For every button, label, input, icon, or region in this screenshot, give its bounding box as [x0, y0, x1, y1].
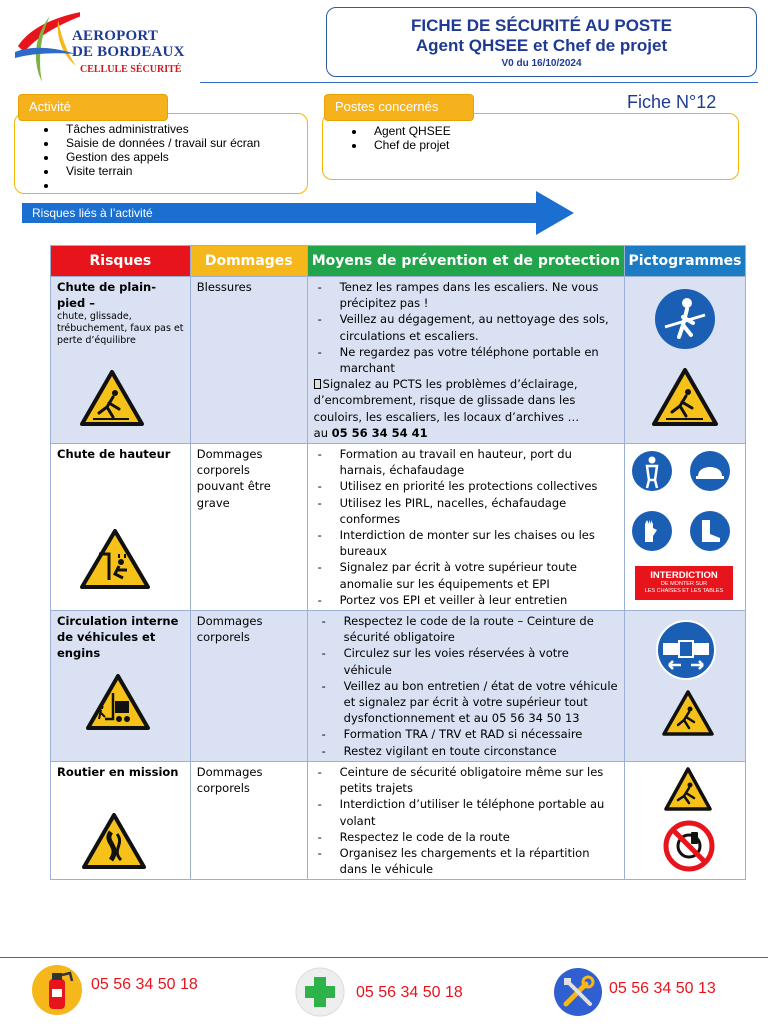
header-divider [200, 82, 758, 83]
handrail-mandatory-icon [653, 287, 717, 351]
footer-divider [0, 957, 768, 958]
forklift-warning-icon [85, 673, 151, 731]
moyens-cell [307, 761, 624, 879]
list-item: - Utilisez en priorité les protections collectives [314, 478, 618, 494]
pictogram-cell [625, 444, 746, 611]
risk-cell [51, 761, 191, 879]
helmet-mandatory-icon [689, 450, 731, 492]
version-label: V0 du 16/10/2024 [501, 58, 582, 69]
list-item: - Organisez les chargements et la répartition dans le véhicule [314, 845, 618, 877]
fiche-number: Fiche N°12 [627, 92, 717, 112]
list-item: • Visite terrain [58, 164, 260, 178]
note-text [314, 376, 618, 425]
gloves-mandatory-icon [631, 510, 673, 552]
interdiction-sub1: DE MONTER SUR [660, 581, 708, 588]
first-aid-phone: 05 56 34 50 18 [356, 984, 463, 1001]
moyens-cell [307, 611, 624, 762]
list-item: - Ceinture de sécurité obligatoire même sur les petits trajets [314, 764, 618, 796]
table-row [51, 444, 746, 611]
list-item: - Respectez le code de la route [314, 829, 618, 845]
moyens-list [314, 279, 618, 376]
list-item: - Utilisez les PIRL, nacelles, échafaudage conformes [314, 495, 618, 527]
moyens-cell [307, 277, 624, 444]
slip-warning-icon [79, 369, 145, 427]
risk-table [50, 245, 746, 880]
title-box [326, 7, 757, 77]
moyens-list [314, 764, 618, 877]
interdiction-sign [635, 566, 733, 600]
logo-line1: AEROPORT [72, 28, 159, 44]
fall-from-height-warning-icon [79, 528, 151, 590]
table-row [51, 761, 746, 879]
list-item: - Portez vos EPI et veiller à leur entretien [314, 592, 618, 608]
list-item: - Interdiction de monter sur les chaises ou les bureaux [314, 527, 618, 559]
slip-warning-icon [651, 367, 719, 427]
list-item: - Interdiction d’utiliser le téléphone portable au volant [314, 796, 618, 828]
risk-cell [51, 444, 191, 611]
risk-title: Chute de hauteur [57, 447, 171, 462]
risk-detail: chute, glissade, trébuchement, faux pas et perte d’équilibre [57, 311, 184, 347]
list-item: - Veillez au bon entretien / état de votre véhicule et signalez par écrit à votre supérieur tout dysfonctionnement et au 05 56 34 50 13 [314, 678, 618, 727]
dommages-cell: Blessures [190, 277, 307, 444]
maintenance-phone: 05 56 34 50 13 [609, 980, 716, 997]
list-item: - Tenez les rampes dans les escaliers. Ne vous précipitez pas ! [314, 279, 618, 311]
seatbelt-mandatory-icon [655, 619, 717, 681]
pictogram-cell [625, 611, 746, 762]
note-body: Signalez au PCTS les problèmes d’éclairage, d’encombrement, risque de glissade dans les couloirs, les escaliers, les locaux d’archives … [313, 377, 580, 424]
risk-cell [51, 611, 191, 762]
airport-logo [10, 6, 200, 84]
postes-list [350, 124, 451, 152]
header-moyens: Moyens de prévention et de protection [307, 246, 624, 277]
list-item: • Saisie de données / travail sur écran [58, 136, 260, 150]
note-phone: 05 56 34 54 41 [331, 425, 428, 440]
fire-phone: 05 56 34 50 18 [91, 976, 198, 993]
safety-boots-mandatory-icon [689, 510, 731, 552]
slippery-road-warning-icon [81, 812, 147, 870]
pictogram-cell [625, 277, 746, 444]
header-risques: Risques [51, 246, 191, 277]
slip-warning-icon [663, 766, 713, 812]
interdiction-title: INTERDICTION [650, 570, 718, 582]
list-item: • Tâches administratives [58, 122, 260, 136]
risques-arrow-label: Risques liés à l’activité [32, 206, 153, 220]
activite-tab: Activité [18, 94, 168, 121]
logo-line3: CELLULE SÉCURITÉ [80, 64, 182, 75]
header-pictogrammes: Pictogrammes [625, 246, 746, 277]
list-item: • Gestion des appels [58, 150, 260, 164]
note-prefix: au [313, 425, 328, 440]
logo-line2: DE BORDEAUX [72, 44, 185, 60]
note-phone-line [314, 425, 618, 441]
list-item: - Ne regardez pas votre téléphone portable en marchant [314, 344, 618, 376]
list-item: • Agent QHSEE [366, 124, 451, 138]
list-item: - Formation au travail en hauteur, port du harnais, échafaudage [314, 446, 618, 478]
list-item: - Restez vigilant en toute circonstance [314, 743, 618, 759]
page-title: FICHE DE SÉCURITÉ AU POSTE [410, 16, 672, 35]
maintenance-tools-icon [552, 966, 604, 1018]
dommages-cell: Dommages corporels pouvant être grave [190, 444, 307, 611]
airport-swoosh-icon [10, 6, 80, 84]
first-aid-icon [294, 966, 346, 1018]
risk-cell [51, 277, 191, 444]
page-subtitle: Agent QHSEE et Chef de projet [415, 36, 668, 55]
moyens-cell [307, 444, 624, 611]
interdiction-sub2: LES CHAISES ET LES TABLES [644, 588, 724, 595]
postes-tab: Postes concernés [324, 94, 474, 121]
list-item: - Respectez le code de la route – Ceinture de sécurité obligatoire [314, 613, 618, 645]
list-item: • Chef de projet [366, 138, 451, 152]
no-phone-driving-icon [663, 820, 715, 872]
fire-extinguisher-icon [30, 963, 84, 1017]
risk-title: Chute de plain-pied – [57, 280, 156, 311]
activite-list [42, 122, 260, 192]
pictogram-cell [625, 761, 746, 879]
list-item: - Veillez au dégagement, au nettoyage des sols, circulations et escaliers. [314, 311, 618, 343]
list-item: - Formation TRA / TRV et RAD si nécessaire [314, 726, 618, 742]
risk-title: Routier en mission [57, 764, 179, 779]
table-row [51, 277, 746, 444]
list-item: - Signalez par écrit à votre supérieur toute anomalie sur les équipements et EPI [314, 559, 618, 591]
header-dommages: Dommages [190, 246, 307, 277]
dommages-cell: Dommages corporels [190, 761, 307, 879]
slip-warning-icon [661, 689, 715, 737]
checkbox-glyph-icon [314, 379, 321, 389]
list-item [58, 178, 260, 192]
dommages-cell: Dommages corporels [190, 611, 307, 762]
risk-title: Circulation interne de véhicules et engins [57, 614, 179, 661]
moyens-list [314, 613, 618, 759]
table-row [51, 611, 746, 762]
list-item: - Circulez sur les voies réservées à votre véhicule [314, 645, 618, 677]
harness-mandatory-icon [631, 450, 673, 492]
moyens-list [314, 446, 618, 608]
